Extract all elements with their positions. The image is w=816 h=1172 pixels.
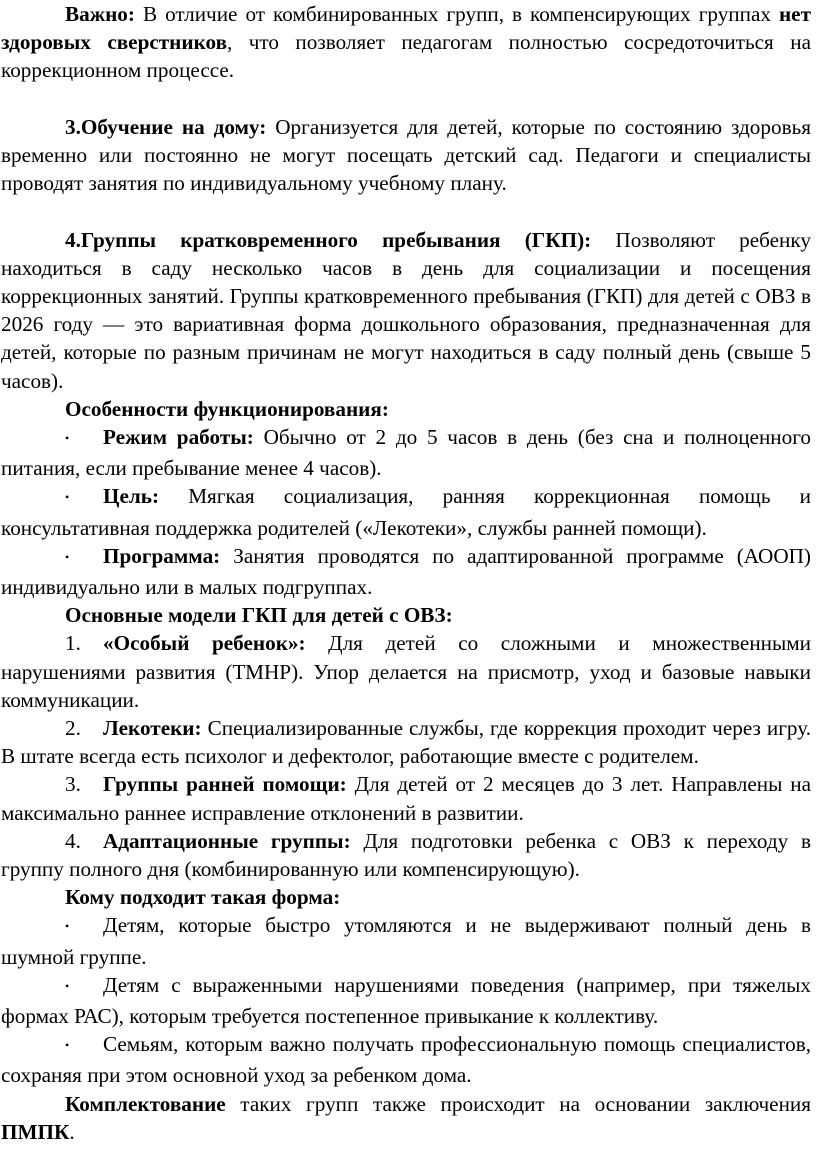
intro-bold: нет здоровых сверстников [1,2,811,55]
list-number: 1. [65,631,81,656]
model-text: Для детей от 2 месяцев до 3 лет. Направлены на максимально раннее исправление отклонений в развитии. [1,772,812,825]
feature-label: Программа: [103,543,221,568]
section-4-title: 4.Группы кратковременного пребывания (ГКП): [65,227,592,252]
models-heading: Основные модели ГКП для детей с ОВЗ: [65,603,453,628]
staffing-paragraph [1,1090,811,1146]
bullet-icon: • [65,978,70,993]
intro-paragraph [1,0,811,85]
suitable-item [1,971,811,1030]
feature-text: Обычно от 2 до 5 часов в день (без сна и полноценного питания, если пребывание менее 4 часов). [1,425,811,481]
staffing-end: . [69,1119,75,1144]
suitable-text: Семьям, которым важно получать профессиональную помощь специалистов, сохраняя при этом основной уход за ребенком дома. [1,1032,811,1088]
suitable-text: Детям, которые быстро утомляются и не выдерживают полный день в шумной группе. [1,913,811,969]
model-item [1,629,811,714]
model-text: Специализированные службы, где коррекция проходит через игру. В штате всегда есть психолог и дефектолог, работающие вместе с родителем. [1,716,811,769]
list-number: 2. [65,716,81,741]
bullet-icon: • [65,549,70,564]
model-item [1,827,811,883]
staffing-label: Комплектование [65,1091,226,1116]
feature-item [1,423,811,482]
feature-item [1,542,811,601]
section-3-paragraph [1,113,811,198]
feature-label: Цель: [103,484,160,509]
spacer [1,85,811,113]
feature-label: Режим работы: [103,425,254,450]
bullet-icon: • [65,1038,70,1053]
intro-text-1: В отличие от комбинированных групп, в компенсирующих группах [134,2,779,26]
feature-text: Мягкая социализация, ранняя коррекционная помощь и консультативная поддержка родителей («Лекотеки», службы ранней помощи). [1,484,811,540]
model-label: Лекотеки: [103,716,202,741]
suitable-text: Детям с выраженными нарушениями поведения (например, при тяжелых формах РАС), которым требуется постепенное привыкание к коллективу. [1,972,811,1029]
intro-text-2: , что позволяет педагогам полностью сосредоточиться на коррекционном процессе. [1,30,811,83]
section-4-text: Позволяют ребенку находиться в саду несколько часов в день для социализации и посещения коррекционных занятий. Группы кратковременного пребывания (ГКП) для детей с ОВЗ в 2026 году — это вариативная форма дошкольного образования, предназначенная для детей, которые по разным причинам не могут находиться в саду полный день (свыше 5 часов). [1,227,811,393]
suitable-item [1,911,811,970]
model-text: Для подготовки ребенка с ОВЗ к переходу в группу полного дня (комбинированную или компенсирующую). [1,828,812,882]
model-label: «Особый ребенок»: [103,631,306,656]
bullet-icon: • [65,490,70,505]
feature-item [1,482,811,541]
bullet-icon: • [65,919,70,934]
list-number: 4. [65,828,81,853]
suitable-item [1,1030,811,1089]
intro-label: Важно: [65,2,135,26]
bullet-icon: • [65,431,70,446]
staffing-text: таких групп также происходит на основании заключения [225,1091,811,1116]
model-label: Адаптационные группы: [103,828,351,853]
model-label: Группы ранней помощи: [103,772,347,797]
spacer [1,197,811,225]
section-4-paragraph [1,226,811,395]
features-heading: Особенности функционирования: [65,396,389,421]
model-text: Для детей со сложными и множественными нарушениями развития (ТМНР). Упор делается на присмотр, уход и базовые навыки коммуникации. [1,631,811,712]
model-item [1,770,811,826]
list-number: 3. [65,772,81,797]
section-3-title: 3.Обучение на дому: [65,114,267,139]
suitable-heading: Кому подходит такая форма: [65,885,341,910]
model-item [1,714,811,770]
section-3-text: Организуется для детей, которые по состоянию здоровья временно или постоянно не могут посещать детский сад. Педагоги и специалисты проводят занятия по индивидуальному учебному плану. [1,114,812,196]
staffing-bold-end: ПМПК [1,1119,70,1144]
feature-text: Занятия проводятся по адаптированной программе (АООП) индивидуально или в малых подгруппах. [1,543,811,600]
